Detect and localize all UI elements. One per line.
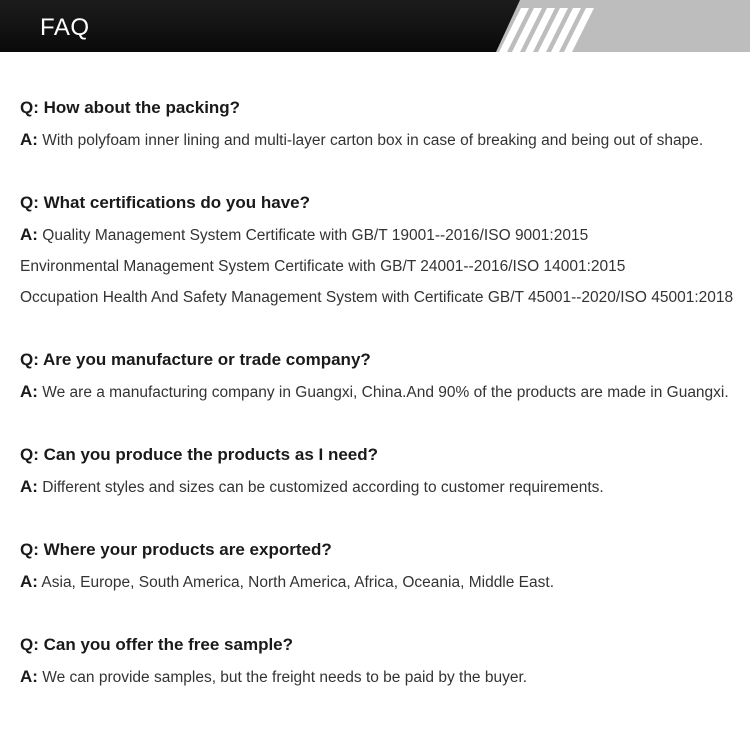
answer-prefix: A: bbox=[20, 572, 38, 591]
page-title: FAQ bbox=[40, 14, 90, 41]
answer-text: Asia, Europe, South America, North America, Africa, Oceania, Middle East. bbox=[41, 574, 555, 591]
faq-question bbox=[20, 443, 735, 467]
answer-prefix: A: bbox=[20, 225, 38, 244]
faq-item bbox=[20, 633, 735, 690]
answer-prefix: A: bbox=[20, 667, 38, 686]
question-prefix: Q: bbox=[20, 635, 39, 654]
faq-question bbox=[20, 96, 735, 120]
faq-answer-line bbox=[20, 380, 735, 405]
banner-graphic bbox=[0, 0, 750, 52]
question-text: Where your products are exported? bbox=[43, 540, 332, 559]
faq-question bbox=[20, 348, 735, 372]
answer-text: We can provide samples, but the freight needs to be paid by the buyer. bbox=[42, 669, 528, 686]
question-text: Can you offer the free sample? bbox=[43, 635, 294, 654]
faq-answer-line bbox=[20, 223, 735, 248]
answer-text: Environmental Management System Certificate with GB/T 24001--2016/ISO 14001:2015 bbox=[20, 258, 626, 275]
faq-answer-line bbox=[20, 475, 735, 500]
question-prefix: Q: bbox=[20, 445, 39, 464]
answer-prefix: A: bbox=[20, 477, 38, 496]
answer-text: With polyfoam inner lining and multi-layer carton box in case of breaking and being out of shape. bbox=[42, 132, 704, 149]
question-text: How about the packing? bbox=[43, 98, 241, 117]
faq-list bbox=[20, 96, 735, 728]
faq-answer-line bbox=[20, 286, 735, 310]
faq-answer-line bbox=[20, 665, 735, 690]
answer-prefix: A: bbox=[20, 130, 38, 149]
question-text: Can you produce the products as I need? bbox=[43, 445, 379, 464]
faq-question bbox=[20, 191, 735, 215]
faq-item bbox=[20, 443, 735, 500]
question-text: Are you manufacture or trade company? bbox=[42, 350, 371, 369]
answer-text: Different styles and sizes can be customized according to customer requirements. bbox=[42, 479, 604, 496]
faq-question bbox=[20, 538, 735, 562]
faq-item bbox=[20, 538, 735, 595]
question-prefix: Q: bbox=[20, 350, 39, 369]
answer-text: Occupation Health And Safety Management System with Certificate GB/T 45001--2020/ISO 45001:2018 bbox=[20, 289, 734, 306]
answer-text: We are a manufacturing company in Guangxi, China.And 90% of the products are made in Guangxi. bbox=[42, 384, 729, 401]
faq-answer-line bbox=[20, 128, 735, 153]
answer-prefix: A: bbox=[20, 382, 38, 401]
faq-banner bbox=[0, 0, 750, 52]
answer-text: Quality Management System Certificate with GB/T 19001--2016/ISO 9001:2015 bbox=[42, 227, 589, 244]
question-prefix: Q: bbox=[20, 540, 39, 559]
question-prefix: Q: bbox=[20, 193, 39, 212]
faq-answer-line bbox=[20, 255, 735, 279]
question-prefix: Q: bbox=[20, 98, 39, 117]
faq-question bbox=[20, 633, 735, 657]
faq-answer-line bbox=[20, 570, 735, 595]
faq-item bbox=[20, 191, 735, 310]
question-text: What certifications do you have? bbox=[43, 193, 310, 212]
faq-item bbox=[20, 96, 735, 153]
faq-item bbox=[20, 348, 735, 405]
